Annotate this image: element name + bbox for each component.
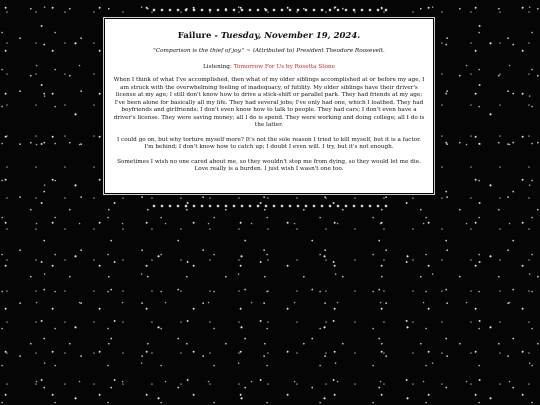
- entry-paragraph-3: Sometimes I wish no one cared about me, so they wouldn't stop me from dying, so they would let me die. Love really is a burden. I just wish I wasn't one too.: [117, 158, 421, 173]
- entry-title: [113, 31, 425, 41]
- entry-date: Tuesday, November 19, 2024.: [220, 31, 361, 41]
- journal-entry-card: [104, 18, 434, 194]
- entry-paragraph-2: I could go on, but why torture myself more? It's not the sole reason I tried to kill myself, but it is a factor. I'm behind; I don't know how to catch up; I doubt I even will. I try, but it's not enough.: [116, 136, 421, 151]
- entry-title-prefix: Failure -: [177, 31, 221, 41]
- listening-song-link[interactable]: Tomorrow For Us by Rosetta Stone: [233, 63, 335, 70]
- entry-quote: "Comparison is the thief of joy." ~ (Attributed to) President Theodore Roosevelt.: [153, 48, 385, 55]
- listening-label: Listening:: [203, 63, 234, 70]
- entry-paragraph-1: When I think of what I've accomplished, then what of my older siblings accomplished at or before my age, I am struck with the overwhelming feeling of inadequacy, of futility. My older siblings have their driver's license at my age; I still don't know how to drive a stick-shift or parallel park. They had friends at my age; I've been alone for basically all my life. They had several jobs; I've only had one, which I loathed. They had boyfriends and girlfriends; I don't even know how to talk to people. They had cars; I don't even have a driver's license. They were saving money; all I do is spend. They were working and doing college; all I do is the latter.: [113, 77, 425, 129]
- sparkle-divider-top: [150, 6, 390, 14]
- sparkle-divider-bottom: [150, 202, 390, 210]
- listening-line: [113, 64, 425, 71]
